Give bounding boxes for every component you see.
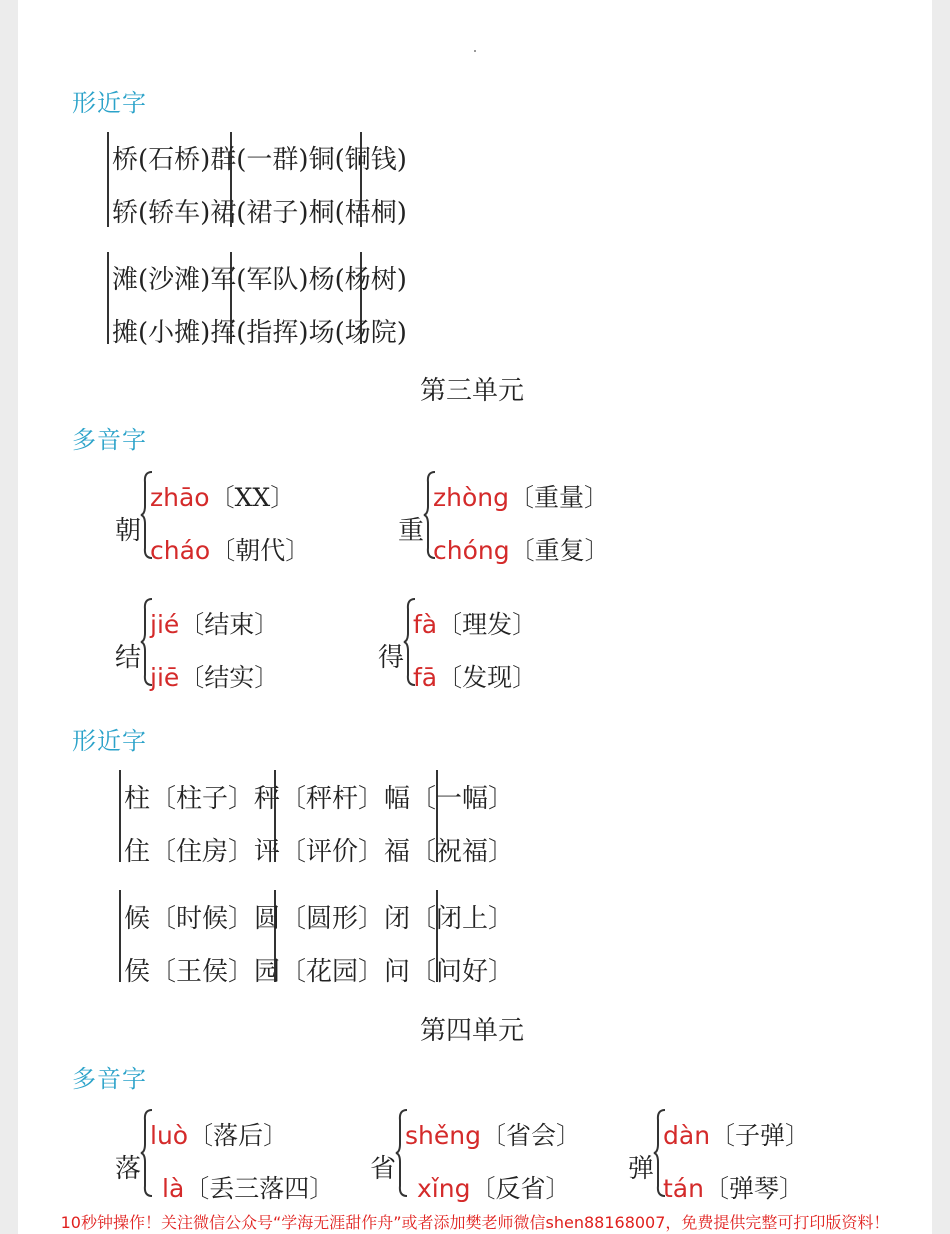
section-heading-xingjin: 形近字 [72, 89, 147, 117]
pinyin-reading: luò〔落后〕 [150, 1121, 289, 1150]
pinyin-reading: zhòng〔重量〕 [433, 483, 609, 512]
brace-line [107, 132, 109, 227]
pinyin-reading: cháo〔朝代〕 [150, 536, 311, 565]
section-heading-xingjin: 形近字 [72, 727, 147, 755]
pinyin-reading: fā〔发现〕 [413, 663, 538, 692]
pinyin-reading: xǐng〔反省〕 [417, 1174, 571, 1203]
unit-title: 第三单元 [420, 376, 525, 406]
xingjin-row: 住〔住房〕评〔评价〕福〔祝福〕 [124, 837, 515, 867]
xingjin-row: 桥(石桥)群(一群)铜(铜钱) [112, 145, 407, 175]
section-heading-duoyin: 多音字 [72, 426, 147, 454]
pinyin-reading: fà〔理发〕 [413, 610, 538, 639]
footer-promo-text: 10秒钟操作！关注微信公众号“学海无涯甜作舟”或者添加樊老师微信shen88168007，免费提供完整可打印版资料！ [60, 1213, 890, 1232]
brace-line [107, 252, 109, 344]
pinyin-reading: chóng〔重复〕 [433, 536, 610, 565]
pinyin-reading: zhāo〔XX〕 [150, 483, 296, 512]
pinyin-reading: jiē〔结实〕 [150, 663, 280, 692]
unit-title: 第四单元 [420, 1016, 525, 1046]
polyphone-char: 省 [370, 1154, 397, 1184]
xingjin-row: 柱〔柱子〕秤〔秤杆〕幅〔一幅〕 [124, 784, 515, 814]
section-heading-duoyin: 多音字 [72, 1065, 147, 1093]
polyphone-char: 弹 [628, 1154, 655, 1184]
polyphone-char: 得 [378, 643, 405, 673]
scan-dot [474, 50, 476, 52]
polyphone-char: 朝 [115, 516, 142, 546]
brace-line [119, 770, 121, 862]
brace-line [119, 890, 121, 982]
xingjin-row: 侯〔王侯〕园〔花园〕问〔问好〕 [124, 957, 515, 987]
xingjin-row: 轿(轿车)裙(裙子)桐(梧桐) [112, 198, 407, 228]
pinyin-reading: dàn〔子弹〕 [663, 1121, 811, 1150]
pinyin-reading: shěng〔省会〕 [405, 1121, 581, 1150]
polyphone-char: 结 [115, 643, 142, 673]
pinyin-reading: là〔丢三落四〕 [162, 1174, 335, 1203]
xingjin-row: 摊(小摊)挥(指挥)场(场院) [112, 318, 407, 348]
pinyin-reading: jié〔结束〕 [150, 610, 280, 639]
xingjin-row: 滩(沙滩)军(军队)杨(杨树) [112, 265, 407, 295]
xingjin-row: 候〔时候〕圆〔圆形〕闭〔闭上〕 [124, 904, 515, 934]
polyphone-char: 落 [115, 1154, 142, 1184]
pinyin-reading: tán〔弹琴〕 [663, 1174, 804, 1203]
polyphone-char: 重 [398, 516, 425, 546]
